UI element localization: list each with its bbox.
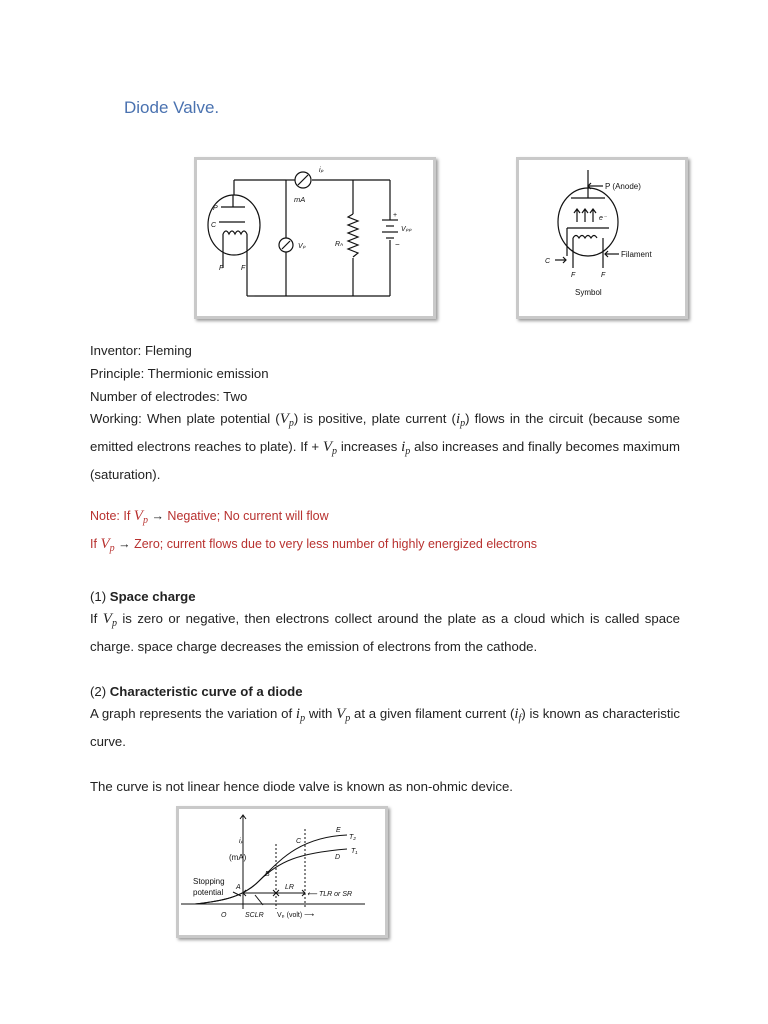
label-minus: − bbox=[395, 240, 400, 249]
note-2: If $V_p$ → Zero; current flows due to very less number of highly energized electrons bbox=[90, 536, 538, 554]
label-tlr: ⟵ TLR or SR bbox=[307, 891, 353, 898]
label-p: P bbox=[213, 205, 218, 212]
label-potential: potential bbox=[193, 888, 224, 897]
note-1: Note: If $V_p$ → Negative; No current will flow bbox=[90, 508, 329, 526]
label-ma: (mA) bbox=[229, 853, 247, 862]
nonlinear-line: The curve is not linear hence diode valve is known as non-ohmic device. bbox=[90, 779, 513, 794]
label-o: O bbox=[221, 912, 227, 919]
label-ma: mA bbox=[294, 195, 306, 204]
label-vp: Vₚ bbox=[298, 243, 306, 250]
label-sclr: SCLR bbox=[245, 912, 264, 919]
working-paragraph: Working: When plate potential $(V_p)$ is positive, plate current $(i_p)$ flows in the circuit (because some emitted electrons reaches to plate). $If + V_p$ increases $i_p$ also increases and finally becomes maximum (saturation). bbox=[90, 411, 681, 482]
electrodes-line: Number of electrodes: Two bbox=[90, 389, 248, 404]
circuit-diagram bbox=[194, 157, 436, 319]
label-anode: P (Anode) bbox=[605, 182, 641, 191]
label-filament: Filament bbox=[621, 250, 652, 259]
label-c: C bbox=[296, 838, 302, 845]
label-c: C bbox=[211, 222, 217, 229]
label-f2: F bbox=[241, 265, 246, 272]
label-f1: F bbox=[571, 272, 576, 279]
info-block bbox=[90, 339, 680, 408]
characteristic-curve-figure bbox=[176, 806, 388, 938]
page-title: Diode Valve. bbox=[124, 98, 220, 117]
label-vp-volt: Vₚ (volt) ⟶ bbox=[277, 912, 315, 919]
diode-symbol-figure bbox=[516, 157, 688, 319]
label-plus: + bbox=[393, 212, 398, 219]
space-charge-paragraph: If $V_p$ is zero or negative, then electrons collect around the plate as a cloud which is called space charge. space charge decreases the emission of electrons from the cathode. bbox=[90, 611, 680, 654]
label-lr: LR bbox=[285, 884, 294, 891]
label-ip: iₚ bbox=[319, 167, 324, 174]
label-symbol: Symbol bbox=[575, 288, 602, 297]
label-f1: F bbox=[219, 265, 224, 272]
label-t1: T₁ bbox=[351, 848, 358, 855]
label-ip: iₚ bbox=[239, 838, 244, 845]
label-f2: F bbox=[601, 272, 606, 279]
principle-line: Principle: Thermionic emission bbox=[90, 366, 269, 381]
label-d: D bbox=[335, 854, 341, 861]
label-e: E bbox=[336, 827, 341, 834]
label-electron: e⁻ bbox=[599, 215, 607, 222]
label-b: B bbox=[265, 871, 270, 878]
label-a: A bbox=[236, 884, 241, 891]
label-rh: Rₕ bbox=[335, 241, 343, 248]
label-c: C bbox=[545, 258, 551, 265]
label-stopping: Stopping bbox=[193, 877, 225, 886]
char-curve-heading: (2) Characteristic curve of a diode bbox=[90, 684, 303, 699]
inventor-line: Inventor: Fleming bbox=[90, 343, 192, 358]
label-t2: T₂ bbox=[349, 834, 356, 841]
char-curve-paragraph: A graph represents the variation of $i_p$ with $V_p$ at a given filament current $(i_f)$ is known as characteristic curve. bbox=[90, 706, 681, 749]
space-charge-heading: (1) Space charge bbox=[90, 589, 196, 604]
label-vpp: Vₚₚ bbox=[401, 226, 412, 233]
